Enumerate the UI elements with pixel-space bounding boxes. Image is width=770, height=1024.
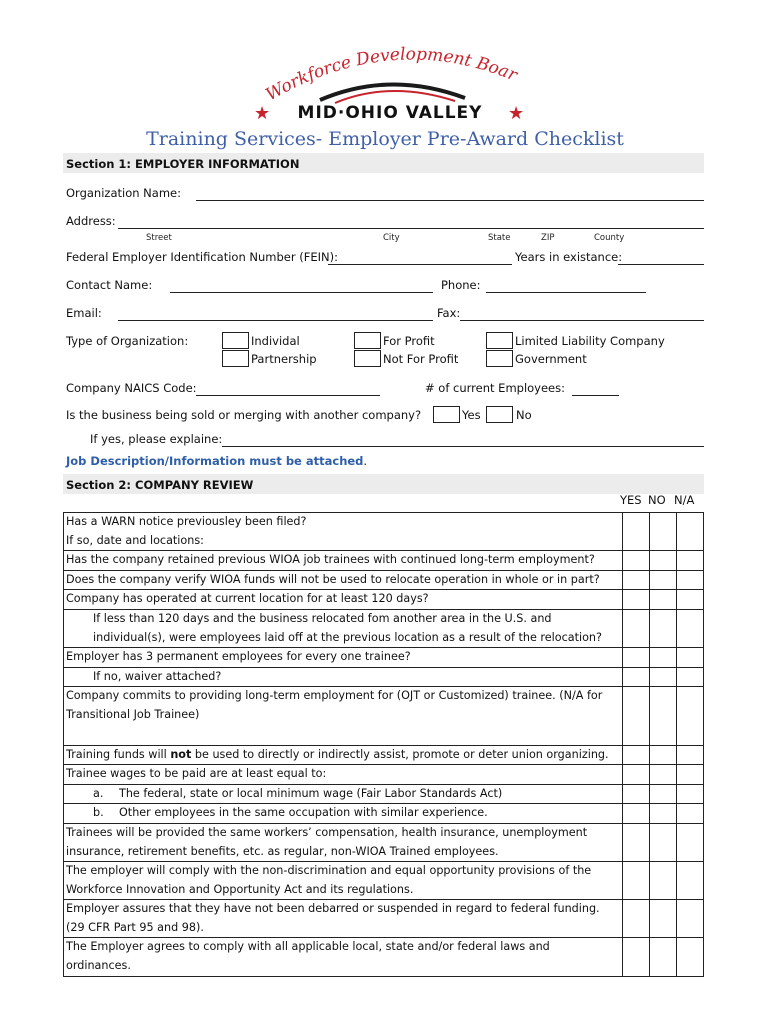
government-checkbox[interactable] — [486, 350, 513, 367]
review-na-cell[interactable] — [677, 513, 704, 551]
review-no-cell[interactable] — [650, 900, 677, 938]
review-question — [64, 804, 623, 824]
sold-yes-checkbox[interactable] — [433, 406, 460, 423]
table-row — [64, 570, 704, 590]
table-row — [64, 804, 704, 824]
review-no-cell[interactable] — [650, 590, 677, 610]
review-na-cell[interactable] — [677, 570, 704, 590]
phone-label: Phone: — [441, 278, 481, 292]
review-question-line: If so, date and locations: — [66, 533, 204, 547]
review-question-line: Trainee wages to be paid are at least equal to: — [66, 767, 327, 781]
review-question — [64, 551, 623, 571]
review-no-cell[interactable] — [650, 667, 677, 687]
review-question — [64, 687, 623, 745]
review-yes-cell[interactable] — [623, 609, 650, 647]
review-question-line — [66, 746, 622, 765]
review-na-cell[interactable] — [677, 590, 704, 610]
city-sublabel: City — [383, 233, 400, 243]
job-description-note-period: . — [363, 454, 368, 468]
address-label: Address: — [66, 214, 116, 228]
table-row — [64, 590, 704, 610]
table-row — [64, 609, 704, 647]
review-question-line: Transitional Job Trainee) — [66, 707, 200, 721]
review-yes-cell[interactable] — [623, 784, 650, 804]
review-question-line: individual(s), were employees laid off at the previous location as a result of the relocation? — [93, 630, 602, 644]
review-yes-cell[interactable] — [623, 765, 650, 785]
email-label: Email: — [66, 306, 102, 320]
review-question-line: Employer has 3 permanent employees for every one trainee? — [66, 650, 411, 664]
review-question — [64, 938, 623, 976]
fax-label: Fax: — [437, 306, 461, 320]
review-yes-cell[interactable] — [623, 823, 650, 861]
list-text: Other employees in the same occupation with similar experience. — [119, 806, 488, 820]
sold-no-checkbox[interactable] — [486, 406, 513, 423]
logo-name: MID·OHIO VALLEY — [297, 103, 483, 123]
table-row — [64, 862, 704, 900]
logo-graphic — [250, 40, 530, 125]
logo-arc-text: Workforce Development Boar — [262, 44, 520, 106]
review-no-cell[interactable] — [650, 823, 677, 861]
org-name-field[interactable] — [196, 200, 704, 201]
review-question-line: The employer will comply with the non-discrimination and equal opportunity provisions of the — [66, 864, 592, 878]
review-yes-cell[interactable] — [623, 590, 650, 610]
llc-label: Limited Liability Company — [515, 334, 665, 348]
for-profit-label: For Profit — [383, 334, 435, 348]
review-no-cell[interactable] — [650, 570, 677, 590]
sold-yes-label: Yes — [462, 408, 481, 422]
review-na-cell[interactable] — [677, 667, 704, 687]
review-na-cell[interactable] — [677, 687, 704, 745]
page-title: Training Services- Employer Pre-Award Checklist — [146, 128, 624, 150]
review-question-line: (29 CFR Part 95 and 98). — [66, 920, 204, 934]
review-question — [64, 570, 623, 590]
review-yes-cell[interactable] — [623, 570, 650, 590]
review-yes-cell[interactable] — [623, 804, 650, 824]
review-question-line: The Employer agrees to comply with all applicable local, state and/or federal laws and — [66, 940, 550, 954]
review-question — [64, 513, 623, 551]
review-yes-cell[interactable] — [623, 938, 650, 976]
table-row — [64, 784, 704, 804]
years-label: Years in existance: — [515, 250, 623, 264]
text-segment: Training funds will — [66, 747, 171, 761]
not-for-profit-label: Not For Profit — [383, 352, 459, 366]
naics-label: Company NAICS Code: — [66, 381, 197, 395]
sold-no-label: No — [516, 408, 532, 422]
review-question-line — [66, 785, 622, 804]
review-no-cell[interactable] — [650, 609, 677, 647]
review-no-cell[interactable] — [650, 687, 677, 745]
table-row — [64, 765, 704, 785]
for-profit-checkbox[interactable] — [354, 332, 381, 349]
state-sublabel: State — [488, 233, 511, 243]
table-row — [64, 667, 704, 687]
review-question — [64, 667, 623, 687]
table-row — [64, 551, 704, 571]
review-question-line: If no, waiver attached? — [93, 669, 222, 683]
explain-field[interactable] — [222, 446, 704, 447]
review-yes-cell[interactable] — [623, 862, 650, 900]
street-sublabel: Street — [146, 233, 172, 243]
review-yes-cell[interactable] — [623, 513, 650, 551]
svg-text:★: ★ — [508, 103, 525, 124]
review-question — [64, 784, 623, 804]
review-no-cell[interactable] — [650, 648, 677, 668]
org-name-label: Organization Name: — [66, 186, 181, 200]
review-na-cell[interactable] — [677, 823, 704, 861]
years-field[interactable] — [618, 264, 704, 265]
email-field[interactable] — [118, 320, 433, 321]
review-question-line: insurance, retirement benefits, etc. as regular, non-WIOA Trained employees. — [66, 844, 499, 858]
review-question-line — [66, 804, 622, 823]
logo — [250, 40, 530, 125]
explain-label: If yes, please explaine: — [90, 432, 223, 446]
review-yes-cell[interactable] — [623, 667, 650, 687]
job-description-note-text: Job Description/Information must be attached — [66, 454, 364, 468]
review-question-line: ordinances. — [66, 959, 131, 973]
table-row — [64, 745, 704, 765]
review-question-line: Workforce Innovation and Opportunity Act and its regulations. — [66, 882, 414, 896]
company-review-table — [63, 512, 704, 977]
review-question — [64, 900, 623, 938]
review-yes-cell[interactable] — [623, 648, 650, 668]
review-yes-cell[interactable] — [623, 551, 650, 571]
review-no-cell[interactable] — [650, 551, 677, 571]
text-segment: be used to directly or indirectly assist, promote or deter union organizing. — [191, 747, 609, 761]
review-question — [64, 765, 623, 785]
org-type-label: Type of Organization: — [66, 334, 189, 348]
fein-label: Federal Employer Identification Number (FEIN): — [66, 250, 338, 264]
review-no-cell[interactable] — [650, 804, 677, 824]
review-yes-cell[interactable] — [623, 687, 650, 745]
review-na-cell[interactable] — [677, 862, 704, 900]
review-question-line: Does the company verify WIOA funds will not be used to relocate operation in whole or in part? — [66, 572, 600, 586]
review-yes-cell[interactable] — [623, 900, 650, 938]
individual-label: Individal — [251, 334, 300, 348]
naics-field[interactable] — [196, 395, 380, 396]
address-field[interactable] — [118, 228, 704, 229]
review-question — [64, 609, 623, 647]
contact-field[interactable] — [170, 292, 433, 293]
phone-field[interactable] — [486, 292, 646, 293]
review-yes-cell[interactable] — [623, 745, 650, 765]
review-question — [64, 590, 623, 610]
review-question-line: Employer assures that they have not been debarred or suspended in regard to federal funding. — [66, 902, 600, 916]
col-na-header: N/A — [674, 493, 695, 507]
review-question — [64, 745, 623, 765]
sold-merging-label: Is the business being sold or merging with another company? — [66, 408, 422, 422]
review-no-cell[interactable] — [650, 938, 677, 976]
review-question-line: Company commits to providing long-term employment for (OJT or Customized) trainee. (N/A for — [66, 689, 603, 703]
review-no-cell[interactable] — [650, 513, 677, 551]
review-question — [64, 862, 623, 900]
table-row — [64, 648, 704, 668]
table-row — [64, 823, 704, 861]
table-row — [64, 900, 704, 938]
job-description-note — [66, 454, 367, 468]
employees-field[interactable] — [572, 395, 619, 396]
review-na-cell[interactable] — [677, 609, 704, 647]
partnership-checkbox[interactable] — [222, 350, 249, 367]
llc-checkbox[interactable] — [486, 332, 513, 349]
review-no-cell[interactable] — [650, 784, 677, 804]
section1-title: Section 1: EMPLOYER INFORMATION — [66, 157, 300, 171]
review-no-cell[interactable] — [650, 745, 677, 765]
review-na-cell[interactable] — [677, 938, 704, 976]
review-question-line: Trainees will be provided the same workers’ compensation, health insurance, unemployment — [66, 825, 588, 839]
partnership-label: Partnership — [251, 352, 317, 366]
fax-field[interactable] — [460, 320, 704, 321]
review-question-line: Has the company retained previous WIOA job trainees with continued long-term employment? — [66, 553, 595, 567]
list-text: The federal, state or local minimum wage (Fair Labor Standards Act) — [119, 786, 503, 800]
review-question-line: Company has operated at current location for at least 120 days? — [66, 592, 429, 606]
review-question-line: If less than 120 days and the business relocated fom another area in the U.S. and — [93, 611, 552, 625]
county-sublabel: County — [594, 233, 625, 243]
review-na-cell[interactable] — [677, 765, 704, 785]
review-no-cell[interactable] — [650, 765, 677, 785]
review-no-cell[interactable] — [650, 862, 677, 900]
zip-sublabel: ZIP — [541, 233, 555, 243]
individual-checkbox[interactable] — [222, 332, 249, 349]
svg-text:★: ★ — [254, 103, 271, 124]
review-na-cell[interactable] — [677, 804, 704, 824]
list-letter: b. — [93, 806, 104, 820]
table-row — [64, 687, 704, 745]
review-question — [64, 648, 623, 668]
list-letter: a. — [93, 786, 104, 800]
review-question — [64, 823, 623, 861]
contact-label: Contact Name: — [66, 278, 153, 292]
fein-field[interactable] — [328, 264, 512, 265]
government-label: Government — [515, 352, 587, 366]
section2-title: Section 2: COMPANY REVIEW — [66, 478, 254, 492]
col-no-header: NO — [648, 493, 666, 507]
table-row — [64, 513, 704, 551]
employees-label: # of current Employees: — [425, 381, 565, 395]
col-yes-header: YES — [620, 493, 642, 507]
bold-segment: not — [170, 747, 192, 761]
review-na-cell[interactable] — [677, 551, 704, 571]
not-for-profit-checkbox[interactable] — [354, 350, 381, 367]
review-na-cell[interactable] — [677, 784, 704, 804]
table-row — [64, 938, 704, 976]
review-na-cell[interactable] — [677, 745, 704, 765]
review-na-cell[interactable] — [677, 900, 704, 938]
review-na-cell[interactable] — [677, 648, 704, 668]
review-question-line: Has a WARN notice previousley been filed? — [66, 515, 307, 528]
